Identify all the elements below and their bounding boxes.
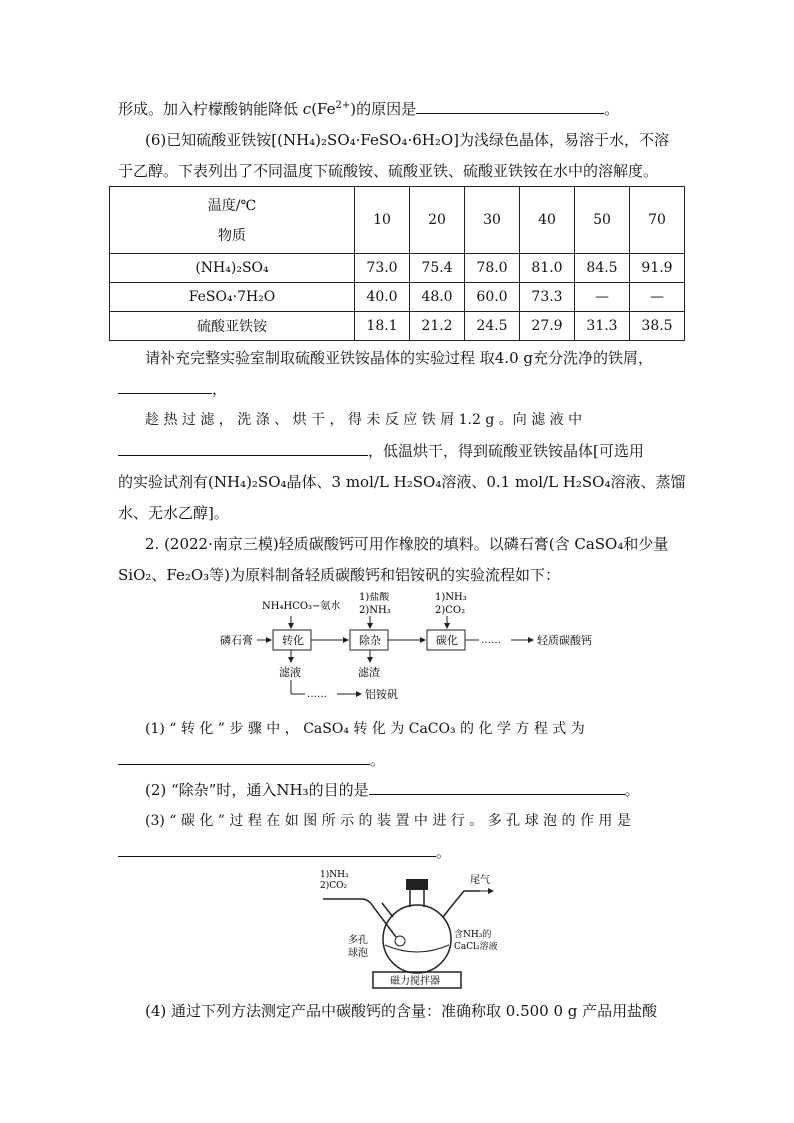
procedure-line6: 水、无水乙醇]。 [118, 504, 229, 522]
temp-cell: 20 [410, 187, 465, 254]
temp-cell: 30 [465, 187, 520, 254]
residue-label: 滤渣 [358, 666, 380, 679]
table-cell: 21.2 [410, 312, 465, 341]
q6-line1: (6)已知硫酸亚铁铵[(NH₄)₂SO₄·FeSO₄·6H₂O]为浅绿色晶体，易溶于水，不溶 [145, 131, 669, 149]
question-1: (1) “ 转 化 ” 步 骤 中 ， CaSO₄ 转 化 为 CaCO₃ 的 化 学 方 程 式 为 [145, 721, 585, 737]
table-cell: 40.0 [355, 283, 410, 312]
inlet-label-a: 1)NH₃ [320, 870, 349, 880]
question-3: (3) “ 碳 化 ” 过 程 在 如 图 所 示 的 装 置 中 进 行 。 多 孔 球 泡 的 作 用 是 [145, 813, 631, 829]
exhaust-label: 尾气 [470, 875, 490, 886]
table-cell: 78.0 [465, 254, 520, 283]
round-bottom-flask [383, 905, 451, 973]
table-cell: 81.0 [520, 254, 575, 283]
filtrate-label: 滤液 [279, 666, 301, 679]
procedure-line4-text: ，低温烘干，得到硫酸亚铁铵晶体[可选用 [368, 442, 644, 460]
bubble-label-b: 球泡 [348, 948, 368, 959]
answer-blank[interactable] [118, 750, 370, 765]
table-cell: 38.5 [630, 312, 685, 341]
table-header-corner [110, 187, 355, 254]
table-cell: 48.0 [410, 283, 465, 312]
stopper [406, 879, 428, 890]
question-1-answer [118, 749, 385, 770]
q2-line2: SiO₂、Fe₂O₃等)为原料制备轻质碳酸钙和铝铵矾的实验流程如下： [118, 566, 561, 584]
reagent-2a: 1)盐酸 [359, 592, 390, 603]
box-conversion-label: 转化 [282, 634, 304, 647]
table-row [110, 254, 685, 283]
apparatus-diagram [318, 867, 518, 992]
substance-name: FeSO₄·7H₂O [110, 283, 355, 312]
byproduct-label: 铝铵矾 [365, 688, 398, 701]
charge: 2+ [335, 100, 351, 111]
comma: ， [212, 380, 228, 398]
liquid-level [385, 945, 449, 952]
table-row [110, 312, 685, 341]
byproduct-dots: …… [307, 689, 327, 700]
porous-bubble-icon [395, 936, 405, 946]
answer-blank[interactable] [416, 99, 604, 114]
answer-blank[interactable] [118, 379, 212, 394]
q-tail-line [118, 98, 619, 119]
answer-blank[interactable] [118, 842, 436, 857]
procedure-line5: 的实验试剂有(NH₄)₂SO₄晶体、3 mol/L H₂SO₄溶液、0.1 mol/L H₂SO₄溶液、蒸馏 [118, 473, 686, 491]
reagent-1: NH₄HCO₃−氨水 [262, 601, 341, 612]
table-cell: 31.3 [575, 312, 630, 341]
temp-cell: 10 [355, 187, 410, 254]
substance-name: 硫酸亚铁铵 [110, 312, 355, 341]
temp-cell: 70 [630, 187, 685, 254]
table-cell: 24.5 [465, 312, 520, 341]
paren-close: )的原因是 [350, 100, 417, 118]
box-carbonation-label: 碳化 [436, 634, 458, 647]
solubility-table [109, 186, 685, 341]
question-3-answer [118, 841, 451, 862]
concentration-symbol: c [302, 100, 312, 118]
outlet-tube [454, 891, 480, 903]
period: 。 [370, 751, 386, 769]
box-purify-label: 除杂 [359, 634, 381, 647]
q-tail-text: 形成。加入柠檬酸钠能降低 [118, 100, 303, 118]
temp-cell: 50 [575, 187, 630, 254]
period: 。 [436, 843, 452, 861]
period: 。 [624, 781, 640, 799]
question-2 [145, 779, 640, 800]
procedure-line3: 趁 热 过 滤 ， 洗 涤 、 烘 干 ， 得 未 反 应 铁 屑 1.2 g 。向 滤 液 中 [145, 412, 583, 428]
table-cell: 91.9 [630, 254, 685, 283]
question-2-text: (2) “除杂”时，通入NH₃的目的是 [145, 781, 369, 799]
paren-open: (Fe [311, 100, 336, 118]
answer-blank[interactable] [369, 780, 625, 795]
period: 。 [604, 100, 620, 118]
header-temp: 温度/℃ [207, 198, 257, 214]
flow-dots: …… [481, 635, 501, 646]
table-cell: 73.0 [355, 254, 410, 283]
start-material: 磷石膏 [220, 634, 253, 647]
table-cell: 73.3 [520, 283, 575, 312]
table-cell: — [630, 283, 685, 312]
reagent-3a: 1)NH₃ [435, 592, 467, 603]
temp-cell: 40 [520, 187, 575, 254]
table-row [110, 283, 685, 312]
procedure-line4 [118, 440, 644, 461]
inlet-label-b: 2)CO₂ [320, 881, 348, 891]
answer-blank[interactable] [118, 441, 368, 456]
table-cell: 60.0 [465, 283, 520, 312]
substance-name: (NH₄)₂SO₄ [110, 254, 355, 283]
reagent-3b: 2)CO₂ [435, 605, 466, 616]
table-cell: 75.4 [410, 254, 465, 283]
solution-label-a: 含NH₃的 [454, 930, 492, 940]
table-cell: 27.9 [520, 312, 575, 341]
solution-label-b: CaCl₂溶液 [454, 942, 498, 952]
inlet-tube [323, 899, 396, 937]
question-4: (4) 通过下列方法测定产品中碳酸钙的含量：准确称取 0.500 0 g 产品用盐酸 [145, 1002, 658, 1020]
table-cell: — [575, 283, 630, 312]
header-substance: 物质 [218, 228, 246, 244]
table-cell: 84.5 [575, 254, 630, 283]
q6-line2: 于乙醇。下表列出了不同温度下硫酸铵、硫酸亚铁、硫酸亚铁铵在水中的溶解度。 [118, 162, 659, 180]
final-product: 轻质碳酸钙 [537, 634, 592, 647]
reagent-2b: 2)NH₃ [359, 605, 391, 616]
procedure-line1: 请补充完整实验室制取硫酸亚铁铵晶体的实验过程 取4.0 g充分洗净的铁屑， [145, 349, 653, 367]
q2-line1: 2. (2022·南京三模)轻质碳酸钙可用作橡胶的填料。以磷石膏(含 CaSO₄和少量 [145, 535, 669, 553]
bubble-label-a: 多孔 [348, 935, 368, 946]
table-cell: 18.1 [355, 312, 410, 341]
stirrer-label: 磁力搅拌器 [390, 976, 440, 987]
procedure-line2 [118, 378, 227, 399]
process-flow-diagram [215, 592, 615, 704]
